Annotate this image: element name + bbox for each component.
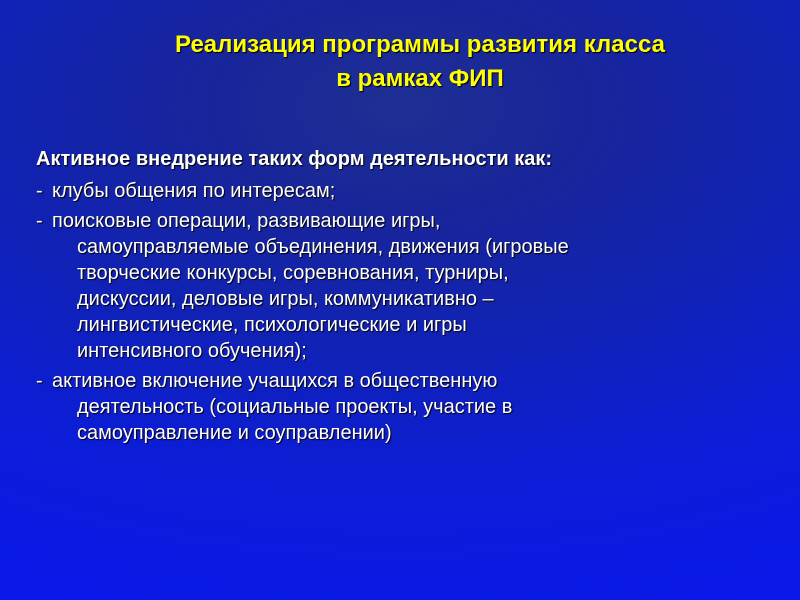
list-dash: - [36,210,43,232]
slide-title-line-2: в рамках ФИП [336,65,504,92]
list-item-line: творческие конкурсы, соревнования, турниры, [77,262,509,284]
list-item-line: самоуправление и соуправлении) [77,422,392,444]
list-item-line: дискуссии, деловые игры, коммуникативно – [77,288,494,310]
list-item-line: интенсивного обучения); [77,340,307,362]
list-item [36,208,766,364]
list-item [36,368,766,446]
list-item-line: клубы общения по интересам; [52,180,336,202]
list-item [36,178,766,204]
slide-title-line-1: Реализация программы развития класса [175,31,665,58]
list-item-line: деятельность (социальные проекты, участие в [77,396,513,418]
slide-title [90,28,750,96]
list-dash: - [36,180,43,202]
list-item-line: активное включение учащихся в общественную [52,370,498,392]
list-dash: - [36,370,43,392]
list-item-line: лингвистические, психологические и игры [77,314,467,336]
slide-body [36,146,766,450]
body-heading: Активное внедрение таких форм деятельности как: [36,148,553,170]
list-item-line: поисковые операции, развивающие игры, [52,210,441,232]
list-item-line: самоуправляемые объединения, движения (игровые [77,236,569,258]
